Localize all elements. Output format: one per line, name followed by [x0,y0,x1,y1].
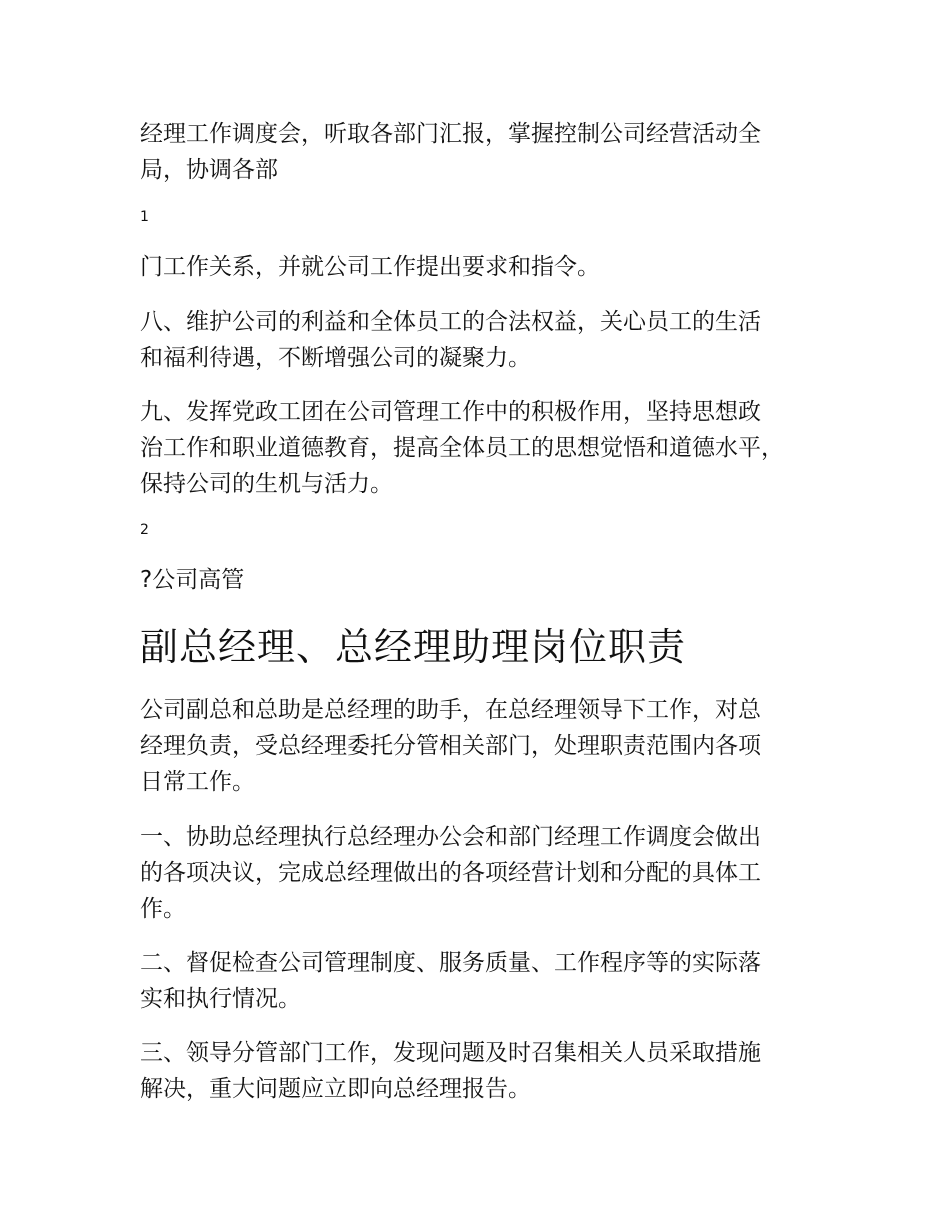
text-line: 治工作和职业道德教育，提高全体员工的思想觉悟和道德水平， [140,435,784,461]
text-line: 八、维护公司的利益和全体员工的合法权益，关心员工的生活 [140,309,761,335]
section-heading: 副总经理、总经理助理岗位职责 [140,625,687,669]
paragraph-section-label [140,562,830,598]
paragraph-item-nine [140,394,830,502]
text-line: 公司副总和总助是总经理的助手，在总经理领导下工作，对总 [140,697,761,723]
text-line: 解决，重大问题应立即向总经理报告。 [140,1076,531,1102]
page-number: 2 [140,522,149,538]
text-line: 保持公司的生机与活力。 [140,471,393,497]
paragraph-scheduling-meeting [140,116,830,188]
paragraph-item-eight [140,304,830,376]
text-line: 和福利待遇，不断增强公司的凝聚力。 [140,345,531,371]
paragraph-item-three [140,1035,830,1107]
paragraph-item-one [140,819,830,927]
text-line: 的各项决议，完成总经理做出的各项经营计划和分配的具体工 [140,860,761,886]
page-number: 1 [140,209,149,225]
paragraph-role-intro [140,692,830,800]
text-line: 门工作关系，并就公司工作提出要求和指令。 [140,254,600,280]
text-line: 二、督促检查公司管理制度、服务质量、工作程序等的实际落 [140,950,761,976]
text-line: 一、协助总经理执行总经理办公会和部门经理工作调度会做出 [140,824,761,850]
text-line: 实和执行情况。 [140,986,301,1012]
text-line: 作。 [140,896,186,922]
text-line: 三、领导分管部门工作，发现问题及时召集相关人员采取措施 [140,1040,761,1066]
text-line: ?公司高管 [140,567,245,593]
text-line: 九、发挥党政工团在公司管理工作中的积极作用，坚持思想政 [140,399,761,425]
paragraph-item-two [140,945,830,1017]
text-line: 经理工作调度会，听取各部门汇报，掌握控制公司经营活动全 [140,121,761,147]
text-line: 日常工作。 [140,769,255,795]
text-line: 经理负责，受总经理委托分管相关部门，处理职责范围内各项 [140,733,761,759]
text-line: 局，协调各部 [140,157,278,183]
paragraph-work-relations [140,249,830,285]
